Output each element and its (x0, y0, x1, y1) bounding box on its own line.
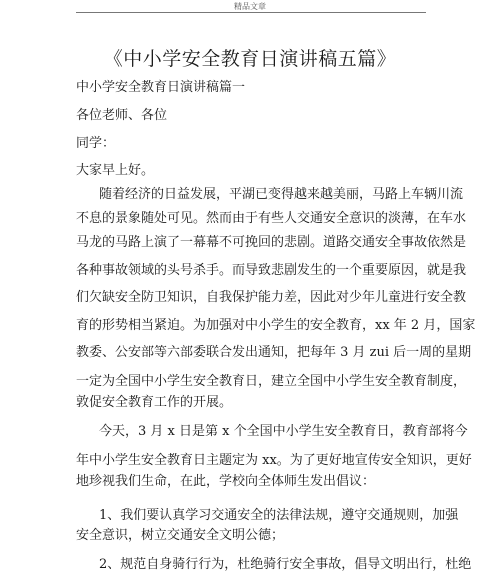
subtitle: 中小学安全教育日演讲稿篇一 (76, 80, 246, 95)
paragraph-line: 随着经济的日益发展，平湖已变得越来越美丽，马路上车辆川流 (99, 187, 464, 202)
paragraph-line: 们欠缺安全防卫知识，自我保护能力差，因此对少年儿童进行安全教 (76, 290, 467, 305)
paragraph-line: 大家早上好。 (76, 163, 155, 178)
document-title: 《中小学安全教育日演讲稿五篇》 (103, 48, 397, 70)
paragraph-line: 一定为全国中小学生安全教育日，建立全国中小学生安全教育制度， (76, 374, 467, 389)
page-header (0, 0, 500, 14)
paragraph-line: 2、规范自身骑行行为，杜绝骑行安全事故，倡导文明出行，杜绝 (99, 557, 472, 572)
paragraph-line: 育的形势相当紧迫。为加强对中小学生的安全教育，xx 年 2 月，国家 (76, 318, 476, 333)
header-rule (76, 12, 426, 13)
paragraph-line: 马龙的马路上演了一幕幕不可挽回的悲剧。道路交通安全事故依然是 (76, 235, 467, 250)
paragraph-line: 安全意识，树立交通安全文明公德； (76, 528, 285, 543)
paragraph-line: 各位老师、各位 (76, 108, 168, 123)
paragraph-line: 同学： (76, 136, 116, 151)
header-text: 精品文章 (234, 2, 266, 11)
paragraph-line: 不息的景象随处可见。然而由于有些人交通安全意识的淡薄，在车水 (76, 211, 467, 226)
paragraph-line: 教委、公安部等六部委联合发出通知，把每年 3 月 zui 后一周的星期 (76, 345, 472, 360)
paragraph-line: 1、我们要认真学习交通安全的法律法规，遵守交通规则，加强 (99, 508, 459, 523)
paragraph-line: 地珍视我们生命，在此，学校向全体师生发出倡议： (76, 474, 376, 489)
paragraph-line: 今天，3 月 x 日是第 x 个全国中小学生安全教育日，教育部将今 (99, 424, 468, 439)
paragraph-line: 年中小学生安全教育日主题定为 xx。为了更好地宣传安全知识，更好 (76, 453, 472, 468)
paragraph-line: 敦促安全教育工作的开展。 (76, 395, 233, 410)
paragraph-line: 各种事故领域的头号杀手。而导致悲剧发生的一个重要原因，就是我 (76, 263, 467, 278)
